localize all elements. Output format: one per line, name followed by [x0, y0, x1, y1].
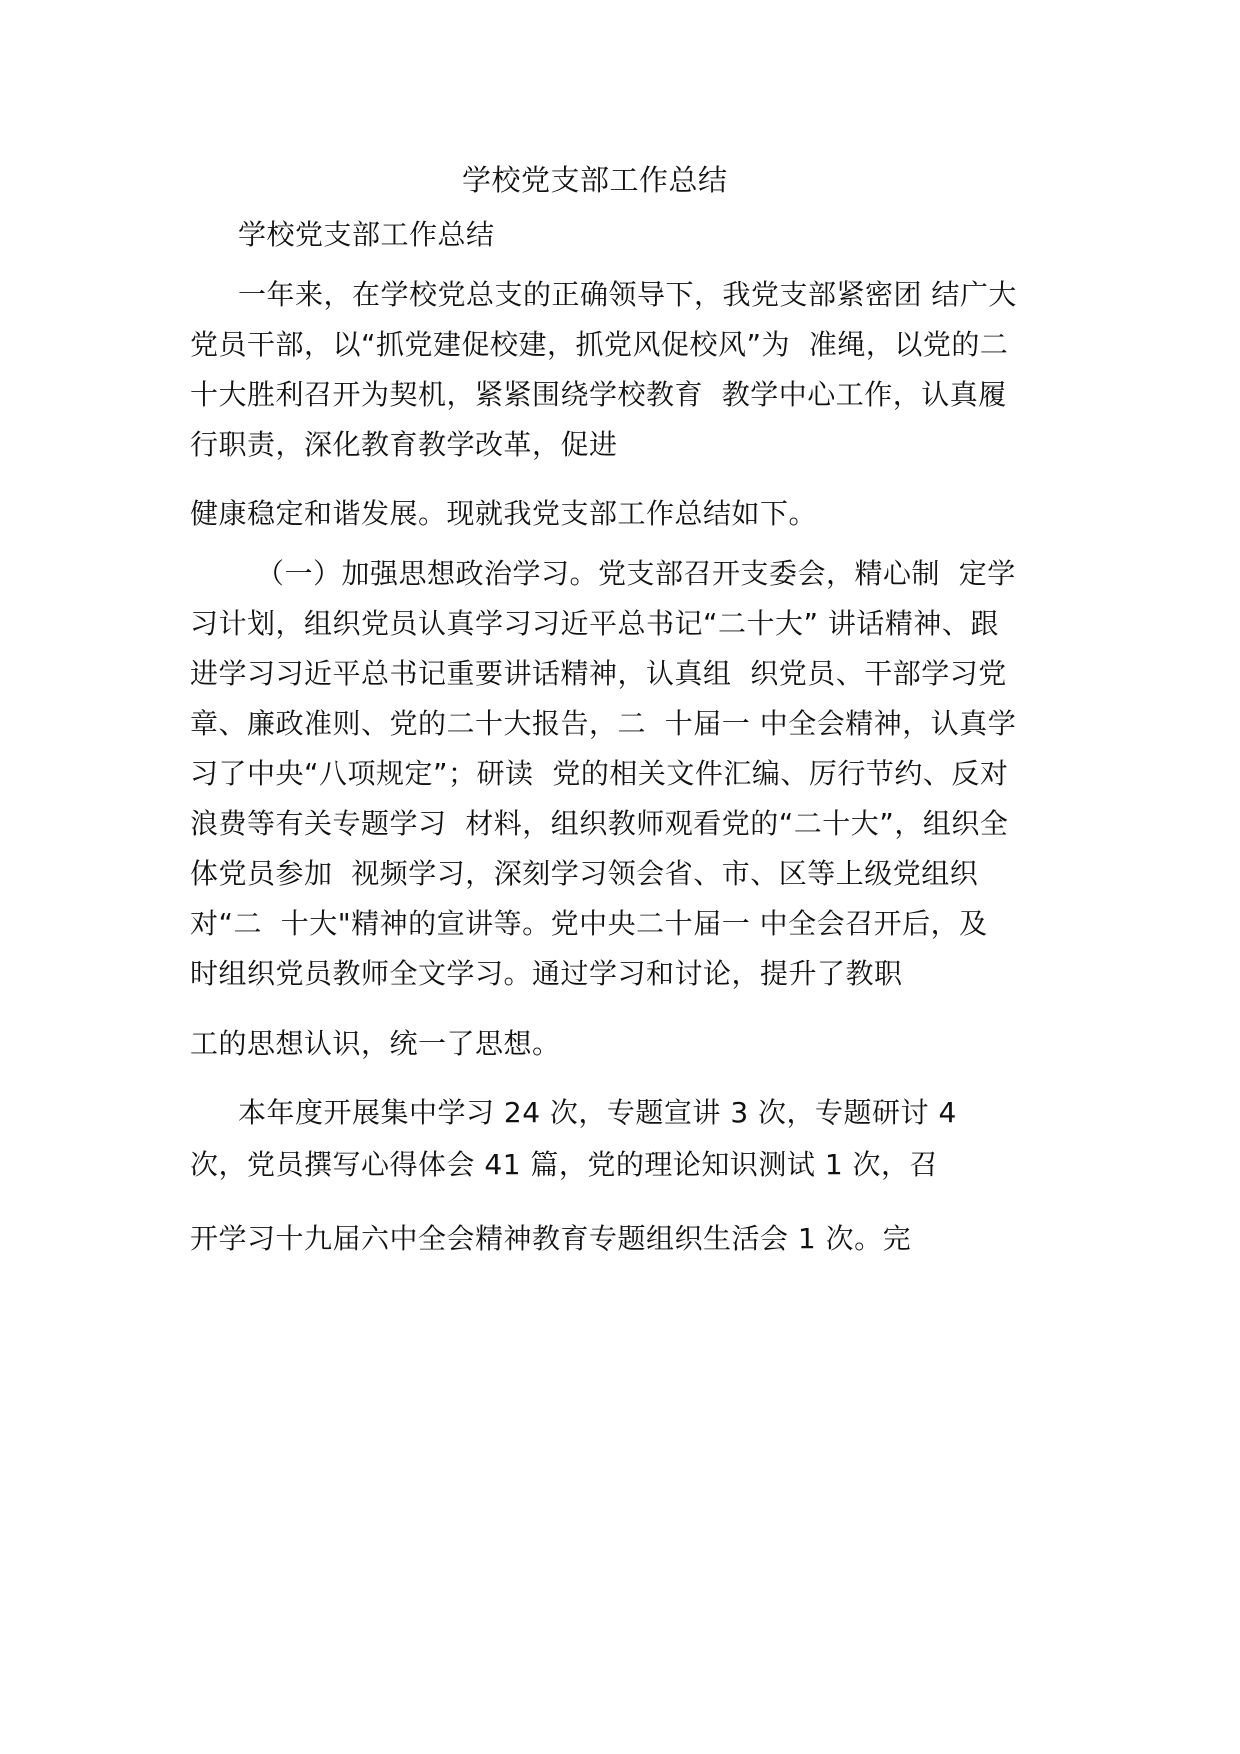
paragraph-line: 行职责，深化教育教学改革，促进 — [190, 428, 618, 461]
paragraph-line: 十大胜利召开为契机，紧紧围绕学校教育 教学中心工作，认真履 — [190, 378, 1007, 411]
paragraph-line: 体党员参加 视频学习，深刻学习领会省、市、区等上级党组织 — [190, 857, 979, 890]
paragraph-line: 习了中央“八项规定”；研读 党的相关文件汇编、厉行节约、反对 — [190, 757, 1009, 790]
paragraph-line: 次，党员撰写心得体会 41 篇，党的理论知识测试 1 次，召 — [190, 1148, 939, 1181]
paragraph-line: 党员干部，以“抓党建促校建，抓党风促校风”为 准绳，以党的二 — [190, 328, 1009, 361]
paragraph-line: 时组织党员教师全文学习。通过学习和讨论，提升了教职 — [190, 957, 903, 990]
paragraph-line: 章、廉政准则、党的二十大报告，二 十届一 中全会精神，认真学 — [190, 707, 1017, 740]
paragraph-line: 开学习十九届六中全会精神教育专题组织生活会 1 次。完 — [190, 1222, 912, 1255]
document-subtitle: 学校党支部工作总结 — [238, 218, 495, 251]
document-title: 学校党支部工作总结 — [462, 163, 728, 197]
paragraph-line: 习计划，组织党员认真学习习近平总书记“二十大” 讲话精神、跟 — [190, 607, 999, 640]
paragraph-line: 浪费等有关专题学习 材料，组织教师观看党的“二十大”，组织全 — [190, 807, 1009, 840]
paragraph-line: 健康稳定和谐发展。现就我党支部工作总结如下。 — [190, 497, 818, 530]
paragraph-line: 工的思想认识，统一了思想。 — [190, 1027, 561, 1060]
paragraph-line: 对“二 十大"精神的宣讲等。党中央二十届一 中全会召开后，及 — [190, 907, 988, 940]
paragraph-line: 进学习习近平总书记重要讲话精神，认真组 织党员、干部学习党 — [190, 657, 1007, 690]
paragraph-line: 一年来，在学校党总支的正确领导下，我党支部紧密团 结广大 — [238, 278, 1017, 311]
paragraph-line: 本年度开展集中学习 24 次，专题宣讲 3 次，专题研讨 4 — [238, 1096, 957, 1129]
paragraph-line: （一）加强思想政治学习。党支部召开支委会，精心制 定学 — [256, 557, 1016, 590]
